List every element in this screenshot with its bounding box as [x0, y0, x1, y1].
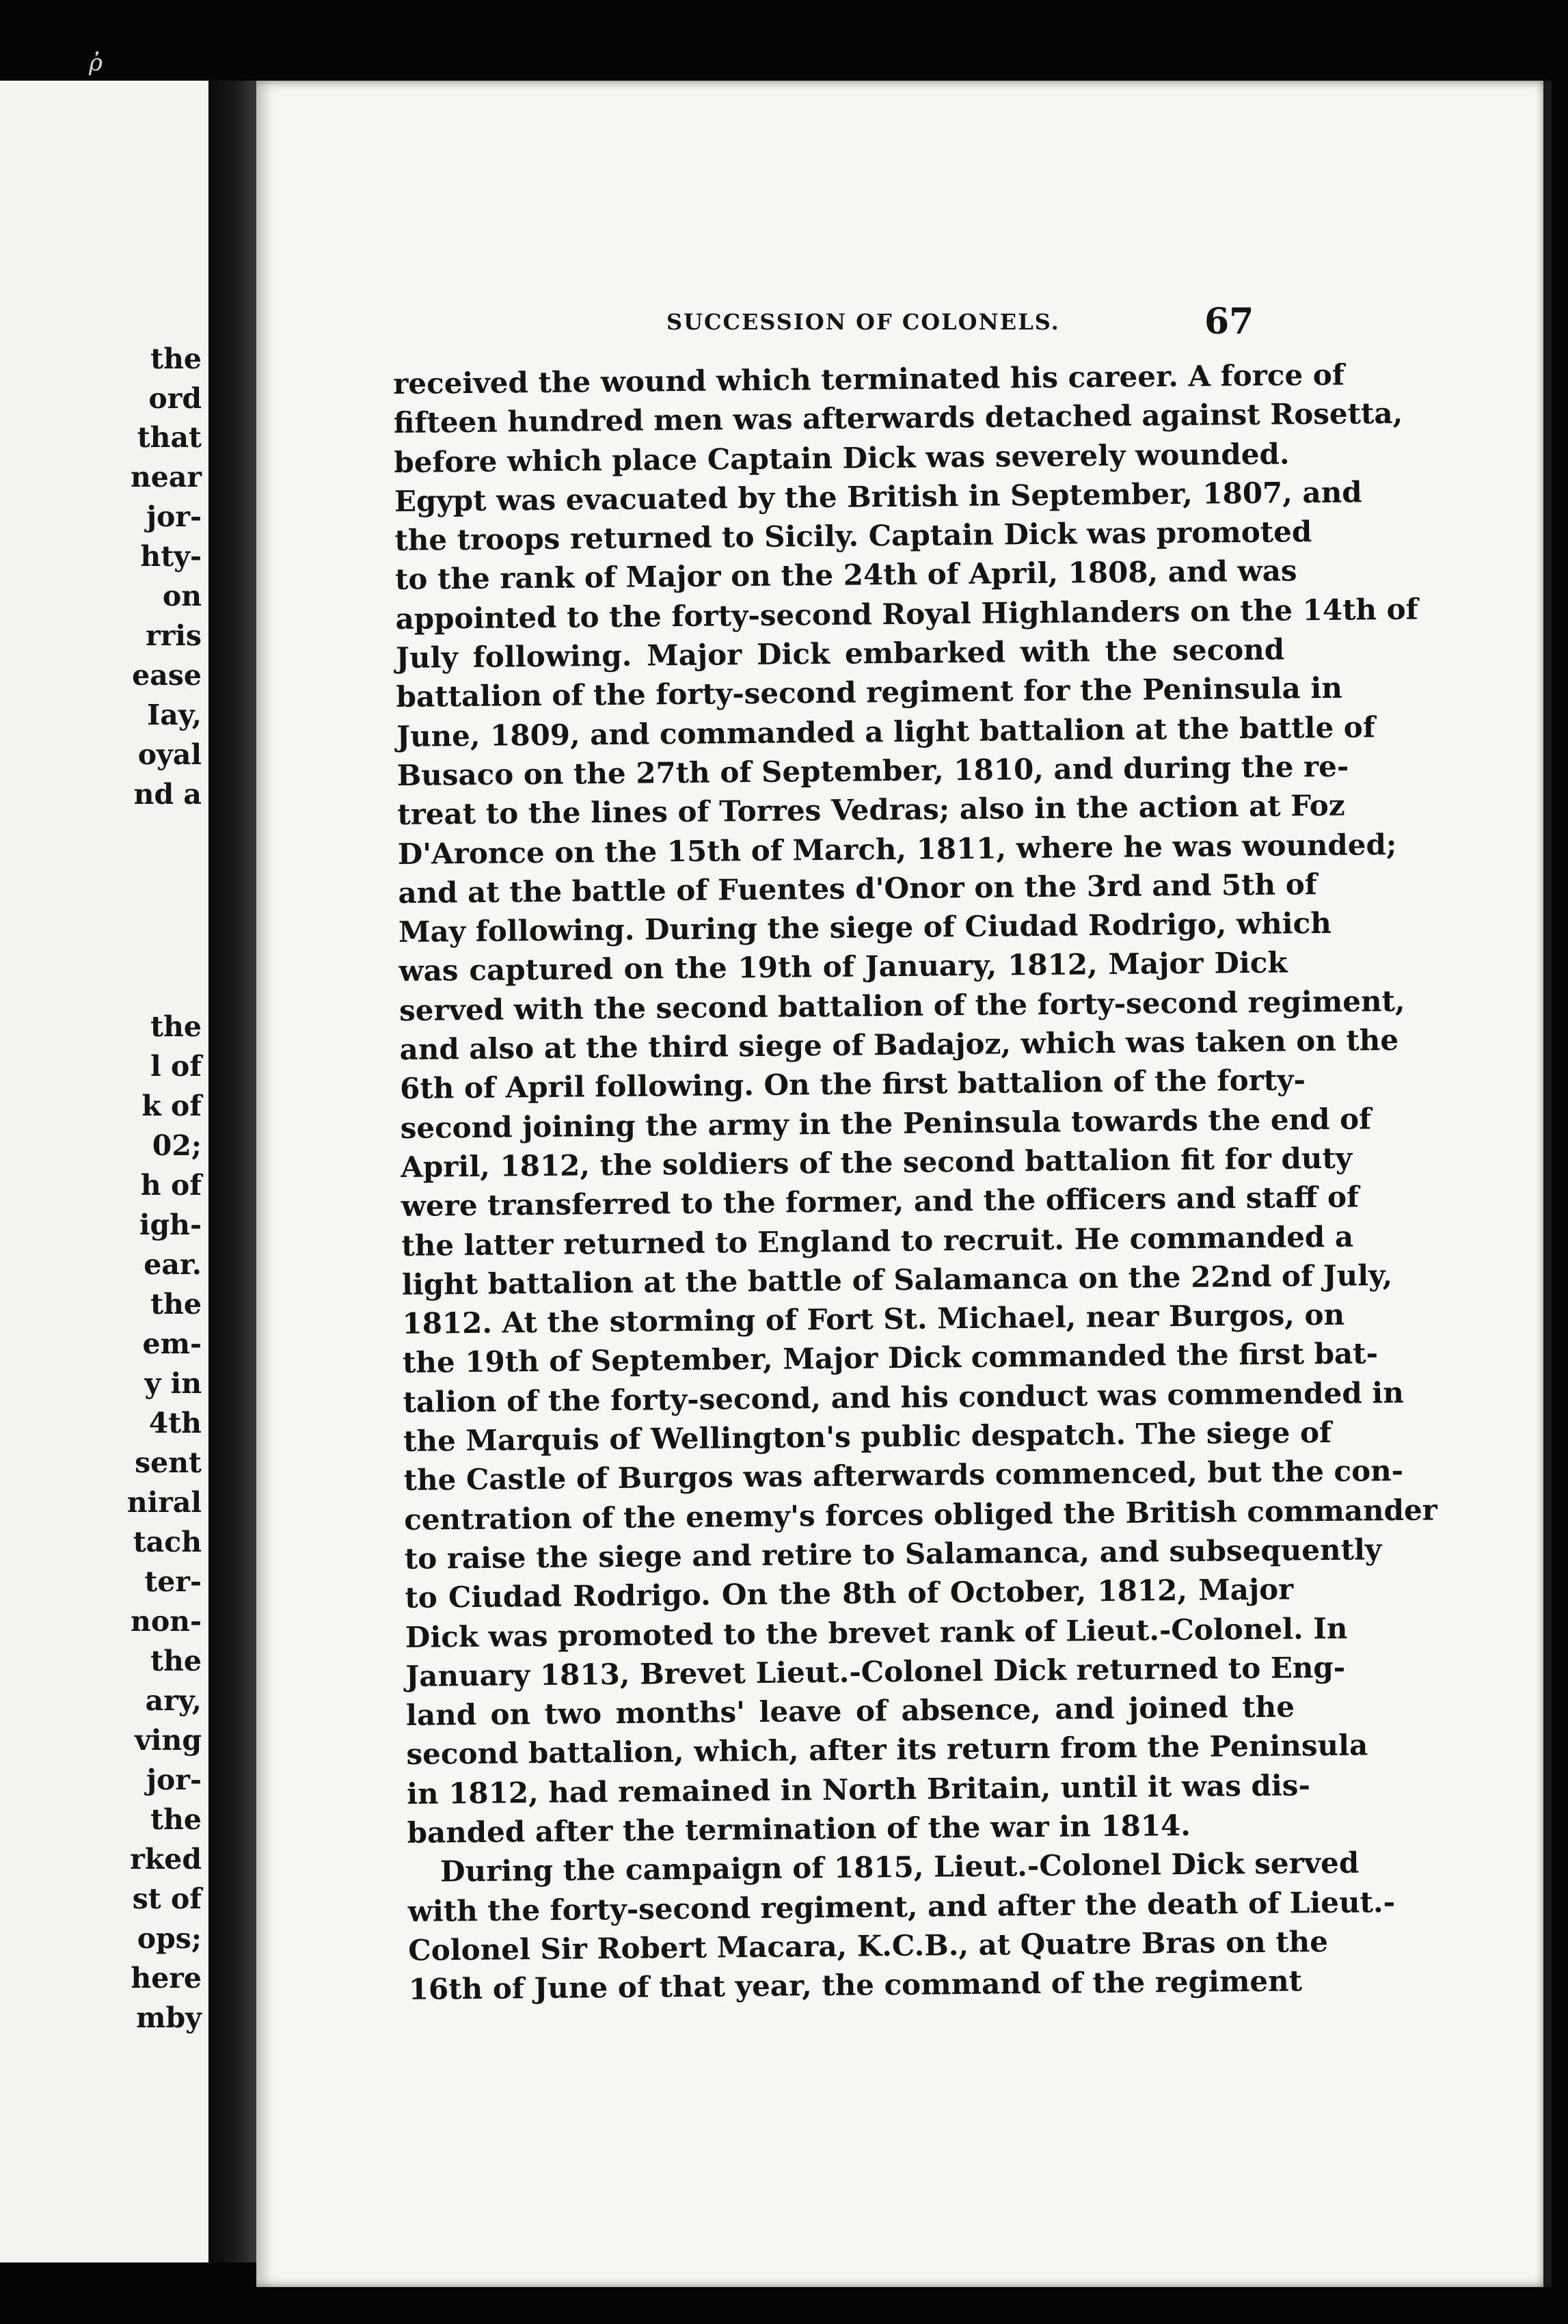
- running-head: SUCCESSION OF COLONELS.: [666, 309, 1060, 335]
- text-line: the Castle of Burgos was afterwards commenced, but the con-: [403, 1454, 1404, 1498]
- text-line: 16th of June of that year, the command of the regiment: [408, 1964, 1303, 2007]
- page-edge-right: [1543, 81, 1552, 2287]
- text-line: second battalion, which, after its return from the Peninsula: [406, 1728, 1368, 1772]
- left-page-fragment: mby: [136, 2001, 202, 2034]
- left-page-fragment: st of: [132, 1882, 202, 1915]
- left-page-fragment: jor-: [146, 500, 202, 533]
- left-page-fragment: that: [137, 421, 202, 454]
- left-page-fragment: on: [162, 580, 202, 612]
- left-page-fragment: tach: [133, 1526, 202, 1558]
- left-page-fragment: hty-: [140, 540, 202, 573]
- text-line: Dick was promoted to the brevet rank of Lieut.-Colonel. In: [405, 1611, 1348, 1654]
- text-line: to raise the siege and retire to Salamanca, and subsequently: [404, 1532, 1382, 1576]
- left-page-fragment: the: [150, 1803, 202, 1836]
- text-line: with the forty-second regiment, and after the death of Lieut.-: [407, 1884, 1396, 1928]
- left-page-fragment: rris: [146, 619, 202, 652]
- left-page-fragment: h of: [140, 1169, 202, 1202]
- text-line: in 1812, had remained in North Britain, until it was dis-: [406, 1768, 1311, 1811]
- left-page-fragment: ary,: [145, 1684, 202, 1717]
- left-page-fragment: niral: [126, 1486, 202, 1519]
- text-line: light battalion at the battle of Salamanca on the 22nd of July,: [401, 1258, 1393, 1301]
- text-line: served with the second battalion of the forty-second regiment,: [398, 984, 1405, 1027]
- left-page-fragment: nd a: [133, 778, 202, 811]
- text-line: before which place Captain Dick was severely wounded.: [394, 437, 1290, 479]
- text-line: fifteen hundred men was afterwards detached against Rosetta,: [393, 396, 1403, 440]
- text-line: and at the battle of Fuentes d'Onor on the 3rd and 5th of: [398, 867, 1318, 910]
- text-line: July following. Major Dick embarked with the second: [395, 632, 1285, 675]
- text-line: banded after the termination of the war in 1814.: [407, 1808, 1191, 1850]
- text-line: May following. During the siege of Ciudad Rodrigo, which: [398, 906, 1332, 949]
- left-page-fragment: 02;: [152, 1129, 202, 1162]
- text-line: treat to the lines of Torres Vedras; also in the action at Foz: [397, 788, 1345, 832]
- left-page-fragment: ord: [148, 382, 202, 415]
- left-page-fragment: em-: [142, 1327, 202, 1360]
- left-page-fragment: 4th: [148, 1407, 202, 1440]
- left-page-fragment: oyal: [137, 738, 202, 771]
- left-page-fragment: l of: [150, 1050, 202, 1083]
- text-line: to the rank of Major on the 24th of April, 1808, and was: [394, 554, 1297, 597]
- text-line: 6th of April following. On the first battalion of the forty-: [399, 1063, 1306, 1106]
- left-page-fragment: non-: [131, 1605, 202, 1638]
- text-line: January 1813, Brevet Lieut.-Colonel Dick returned to Eng-: [405, 1650, 1346, 1693]
- text-line: second joining the army in the Peninsula towards the end of: [400, 1101, 1372, 1145]
- text-line: D'Aronce on the 15th of March, 1811, where he was wounded;: [397, 827, 1397, 871]
- left-page-fragment: rked: [130, 1843, 202, 1876]
- body-text: [393, 356, 1438, 2010]
- left-page-fragment: the: [150, 1288, 202, 1321]
- page-number: 67: [1204, 301, 1254, 342]
- left-page-fragment: jor-: [146, 1764, 202, 1796]
- text-line: was captured on the 19th of January, 1812, Major Dick: [398, 945, 1288, 988]
- left-page-fragment: ops;: [137, 1922, 202, 1955]
- left-page-fragment: igh-: [139, 1208, 202, 1241]
- text-line: the latter returned to England to recruit. He commanded a: [401, 1219, 1354, 1262]
- left-page-fragment: y in: [144, 1367, 202, 1400]
- left-page-fragment: Iay,: [147, 699, 202, 731]
- text-line: battalion of the forty-second regiment for the Peninsula in: [396, 671, 1343, 714]
- left-page-fragment: the: [150, 1010, 202, 1043]
- text-line: the 19th of September, Major Dick commanded the first bat-: [402, 1336, 1379, 1380]
- text-line: Egypt was evacuated by the British in September, 1807, and: [394, 475, 1362, 518]
- text-line: were transferred to the former, and the officers and staff of: [401, 1180, 1360, 1224]
- text-line: land on two months' leave of absence, and joined the: [405, 1690, 1295, 1733]
- left-page-fragment: near: [130, 461, 202, 494]
- left-page-fragment: sent: [135, 1446, 202, 1479]
- text-line: talion of the forty-second, and his conduct was commended in: [403, 1375, 1405, 1419]
- facing-page-left: [0, 81, 208, 2262]
- text-line: appointed to the forty-second Royal Highlanders on the 14th of: [395, 592, 1418, 636]
- left-page-fragment: ease: [132, 659, 202, 692]
- left-page-fragment: ear.: [144, 1248, 202, 1281]
- text-line: During the campaign of 1815, Lieut.-Colonel Dick served: [440, 1846, 1360, 1889]
- left-page-fragment: k of: [141, 1090, 202, 1122]
- text-line: the troops returned to Sicily. Captain Dick was promoted: [394, 515, 1312, 558]
- text-line: April, 1812, the soldiers of the second battalion fit for duty: [401, 1141, 1353, 1184]
- text-line: to Ciudad Rodrigo. On the 8th of October, 1812, Major: [405, 1572, 1294, 1615]
- text-line: and also at the third siege of Badajoz, which was taken on the: [399, 1023, 1399, 1066]
- text-line: Colonel Sir Robert Macara, K.C.B., at Quatre Bras on the: [408, 1924, 1329, 1967]
- left-page-fragment: ter-: [144, 1565, 202, 1598]
- text-line: centration of the enemy's forces obliged the British commander: [403, 1493, 1438, 1537]
- text-line: received the wound which terminated his career. A force of: [393, 357, 1345, 401]
- left-page-fragment: here: [131, 1962, 202, 1995]
- text-line: 1812. At the storming of Fort St. Michael, near Burgos, on: [402, 1297, 1345, 1341]
- text-line: the Marquis of Wellington's public despatch. The siege of: [403, 1415, 1332, 1458]
- left-page-fragment: ving: [135, 1724, 202, 1757]
- corner-mark: ῤ: [89, 49, 103, 77]
- book-gutter: [208, 81, 256, 2262]
- left-page-fragment: the: [150, 342, 202, 375]
- text-line: Busaco on the 27th of September, 1810, and during the re-: [396, 749, 1349, 792]
- left-page-fragment: the: [150, 1645, 202, 1677]
- text-line: June, 1809, and commanded a light battalion at the battle of: [396, 710, 1376, 753]
